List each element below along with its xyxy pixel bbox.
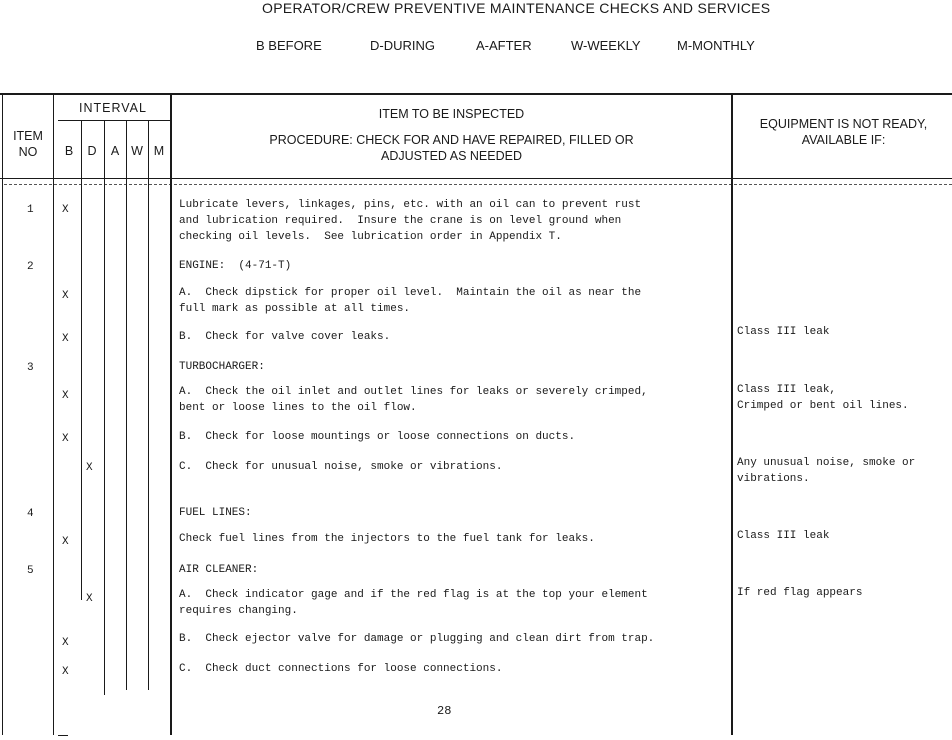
procedure-text: Check fuel lines from the injectors to the fuel tank for leaks.	[179, 533, 595, 545]
interval-header: INTERVAL	[79, 101, 147, 115]
equipment-condition: Any unusual noise, smoke or vibrations.	[737, 457, 916, 485]
equipment-header	[735, 116, 952, 148]
interval-mark: X	[62, 637, 69, 649]
interval-mark: X	[62, 433, 69, 445]
interval-mark: X	[62, 333, 69, 345]
interval-b-header: B	[64, 144, 74, 158]
equipment-condition: Class III leak	[737, 530, 830, 542]
procedure-text: FUEL LINES:	[179, 507, 252, 519]
inspect-header-title: ITEM TO BE INSPECTED	[378, 107, 525, 121]
equipment-condition: If red flag appears	[737, 587, 863, 599]
procedure-text: C. Check for unusual noise, smoke or vibrations.	[179, 461, 503, 473]
interval-mark: X	[62, 536, 69, 548]
inspect-procedure-line2: ADJUSTED AS NEEDED	[380, 149, 522, 163]
equipment-condition: Class III leak, Crimped or bent oil lines.	[737, 384, 909, 412]
procedure-text: A. Check dipstick for proper oil level. Maintain the oil as near the full mark as possible at all times.	[179, 287, 642, 315]
item-number: 5	[27, 565, 34, 577]
interval-mark: X	[62, 390, 69, 402]
interval-w-header: W	[131, 144, 143, 158]
item-header-line2: NO	[18, 145, 38, 159]
legend-weekly: W-WEEKLY	[571, 38, 641, 53]
procedure-text: B. Check for loose mountings or loose connections on ducts.	[179, 431, 576, 443]
equipment-header-line1: EQUIPMENT IS NOT READY,	[759, 117, 928, 131]
legend-during: D-DURING	[370, 38, 435, 53]
procedure-text: A. Check the oil inlet and outlet lines for leaks or severely crimped, bent or loose lines to the oil flow.	[179, 386, 648, 414]
procedure-text: ENGINE: (4-71-T)	[179, 260, 292, 272]
procedure-text: B. Check ejector valve for damage or plugging and clean dirt from trap.	[179, 633, 655, 645]
interval-mark: X	[86, 462, 93, 474]
item-number: 3	[27, 362, 34, 374]
inspect-header	[172, 106, 731, 164]
interval-d-header: D	[87, 144, 97, 158]
inspect-procedure-line1: PROCEDURE: CHECK FOR AND HAVE REPAIRED, FILLED OR	[269, 133, 634, 147]
legend-after: A-AFTER	[476, 38, 532, 53]
item-no-header	[6, 128, 50, 160]
page-title: OPERATOR/CREW PREVENTIVE MAINTENANCE CHECKS AND SERVICES	[262, 0, 771, 16]
equipment-header-line2: AVAILABLE IF:	[801, 133, 886, 147]
item-number: 1	[27, 204, 34, 216]
interval-m-header: M	[153, 144, 165, 158]
interval-a-header: A	[110, 144, 120, 158]
interval-mark: X	[62, 204, 69, 216]
item-header-line1: ITEM	[13, 129, 43, 143]
procedure-text: A. Check indicator gage and if the red flag is at the top your element requires changing.	[179, 589, 648, 617]
procedure-text: B. Check for valve cover leaks.	[179, 331, 391, 343]
procedure-text: AIR CLEANER:	[179, 564, 259, 576]
item-number: 2	[27, 261, 34, 273]
interval-mark: X	[62, 290, 69, 302]
procedure-text: C. Check duct connections for loose connections.	[179, 663, 503, 675]
interval-mark: X	[62, 666, 69, 678]
interval-mark: X	[86, 593, 93, 605]
item-number: 4	[27, 508, 34, 520]
equipment-condition: Class III leak	[737, 326, 830, 338]
procedure-text: TURBOCHARGER:	[179, 361, 265, 373]
procedure-text: Lubricate levers, linkages, pins, etc. with an oil can to prevent rust and lubrication required. Insure the crane is on level ground when checking oil levels. See lubrication order in Appendix T.	[179, 199, 642, 243]
page-number: 28	[437, 704, 452, 718]
legend-monthly: M-MONTHLY	[677, 38, 755, 53]
legend-before: B BEFORE	[256, 38, 322, 53]
